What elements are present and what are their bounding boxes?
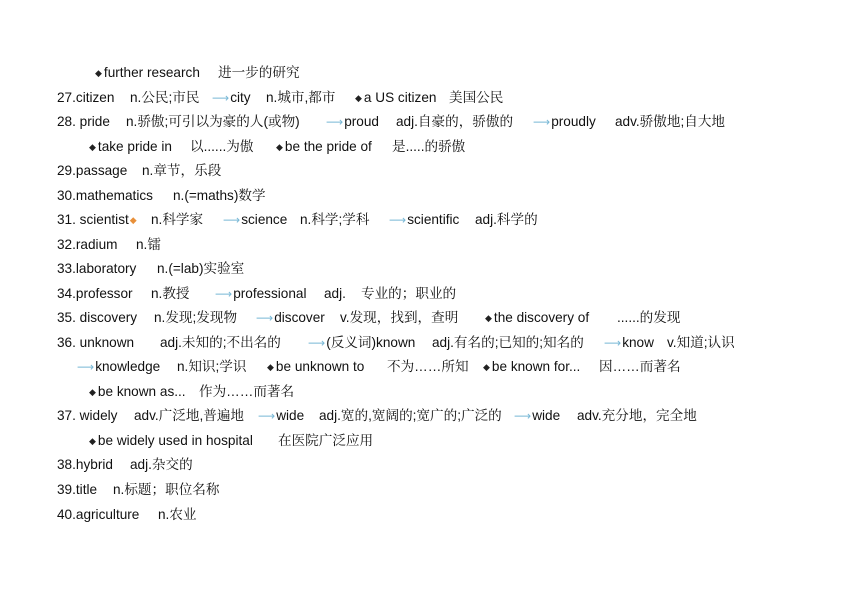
vocab-segment <box>212 89 251 107</box>
vocab-segment <box>158 506 197 524</box>
vocab-text: n.(=lab)实验室 <box>157 261 245 276</box>
vocab-segment <box>533 113 596 131</box>
vocab-segment <box>151 211 203 229</box>
arrow-icon: ⟶ <box>256 311 274 325</box>
vocab-segment <box>151 285 190 303</box>
vocab-text: 33.laboratory <box>57 261 137 276</box>
diamond-bullet-icon: ◆ <box>355 93 362 103</box>
vocab-segment <box>599 358 681 376</box>
vocab-text: n.骄傲;可引以为豪的人(或物) <box>126 114 300 129</box>
vocab-text: 31. scientist <box>57 212 129 227</box>
vocab-segment <box>361 285 456 303</box>
vocab-text: city <box>230 90 251 105</box>
vocab-segment <box>514 407 560 425</box>
vocab-segment <box>113 481 220 499</box>
vocab-text: 39.title <box>57 482 98 497</box>
vocab-segment <box>57 456 113 474</box>
vocab-text: (反义词)known <box>326 335 416 350</box>
vocab-text: adv.广泛地,普遍地 <box>134 408 245 423</box>
vocab-text: science <box>241 212 288 227</box>
vocab-segment <box>326 113 379 131</box>
vocab-segment <box>389 211 459 229</box>
vocab-text: 以......为傲 <box>190 139 254 154</box>
vocab-segment <box>324 285 346 303</box>
vocab-segment <box>392 138 465 156</box>
vocab-text: n.知识;学识 <box>177 359 247 374</box>
vocab-line <box>0 407 860 425</box>
vocab-segment <box>223 211 287 229</box>
vocab-text: the discovery of <box>493 310 590 325</box>
vocab-text: adv.骄傲地;自大地 <box>615 114 726 129</box>
vocab-segment <box>57 506 139 524</box>
vocab-segment <box>577 407 697 425</box>
vocab-segment <box>134 407 244 425</box>
vocab-text: adj.宽的,宽阔的;宽广的;广泛的 <box>319 408 502 423</box>
arrow-icon: ⟶ <box>258 409 276 423</box>
vocab-text: further research <box>103 65 200 80</box>
vocab-segment <box>57 309 137 327</box>
diamond-bullet-icon: ◆ <box>89 436 96 446</box>
vocab-segment <box>95 64 200 83</box>
vocab-segment <box>355 89 436 108</box>
arrow-icon: ⟶ <box>212 91 230 105</box>
vocab-segment <box>256 309 325 327</box>
vocab-segment <box>267 358 364 377</box>
vocab-segment <box>190 138 253 156</box>
vocab-text: n.教授 <box>151 286 190 301</box>
vocab-text: wide <box>532 408 561 423</box>
vocab-text: n.(=maths)数学 <box>173 188 266 203</box>
vocab-text: 38.hybrid <box>57 457 113 472</box>
vocab-segment <box>57 113 110 131</box>
vocab-segment <box>278 432 373 450</box>
vocab-text: n.章节，乐段 <box>142 163 222 178</box>
vocab-segment <box>157 260 244 278</box>
vocab-line <box>0 432 860 450</box>
vocab-text: adj.有名的;已知的;知名的 <box>432 335 584 350</box>
vocab-text: n.公民;市民 <box>130 90 200 105</box>
vocab-text: n.农业 <box>158 507 197 522</box>
vocab-text: know <box>622 335 654 350</box>
arrow-icon: ⟶ <box>223 213 241 227</box>
diamond-bullet-icon: ◆ <box>276 142 283 152</box>
vocab-segment <box>130 89 200 107</box>
vocab-line <box>0 64 860 82</box>
vocab-segment <box>617 309 680 327</box>
arrow-icon: ⟶ <box>604 336 622 350</box>
vocab-text: v.知道;认识 <box>667 335 735 350</box>
vocab-text: be known for... <box>491 359 581 374</box>
vocab-text: take pride in <box>97 139 172 154</box>
vocab-segment <box>396 113 513 131</box>
diamond-bullet-icon: ◆ <box>483 362 490 372</box>
vocab-segment <box>130 456 193 474</box>
vocab-segment <box>154 309 237 327</box>
vocab-text: n.镭 <box>136 237 161 252</box>
vocab-text: proud <box>344 114 379 129</box>
vocab-text: n.科学;学科 <box>300 212 370 227</box>
vocab-segment <box>300 211 370 229</box>
vocab-segment <box>604 334 654 352</box>
diamond-bullet-icon: ◆ <box>89 142 96 152</box>
vocab-segment <box>308 334 415 352</box>
vocab-line <box>0 358 860 376</box>
vocab-segment <box>615 113 725 131</box>
vocab-segment <box>89 383 186 402</box>
vocab-line <box>0 481 860 499</box>
vocab-text: 不为……所知 <box>387 359 469 374</box>
vocab-line <box>0 285 860 303</box>
vocab-segment <box>57 334 134 352</box>
vocab-line <box>0 456 860 474</box>
vocab-text: 是.....的骄傲 <box>392 139 466 154</box>
vocab-line <box>0 211 860 229</box>
vocab-text: ......的发现 <box>617 310 681 325</box>
vocab-text: be widely used in hospital <box>97 433 253 448</box>
arrow-icon: ⟶ <box>326 115 344 129</box>
vocab-segment <box>266 89 336 107</box>
vocab-text: 28. pride <box>57 114 110 129</box>
vocab-segment <box>57 407 117 425</box>
vocab-text: 进一步的研究 <box>218 65 300 80</box>
vocab-segment <box>57 187 153 205</box>
vocab-segment <box>57 285 133 303</box>
vocab-text: 29.passage <box>57 163 128 178</box>
vocab-text: wide <box>276 408 305 423</box>
vocab-line <box>0 383 860 401</box>
vocab-text: proudly <box>551 114 596 129</box>
arrow-icon: ⟶ <box>514 409 532 423</box>
vocab-text: n.城市,都市 <box>266 90 336 105</box>
vocab-text: be known as... <box>97 384 186 399</box>
diamond-bullet-icon: ◆ <box>485 313 492 323</box>
vocab-line <box>0 138 860 156</box>
vocab-segment <box>218 64 300 82</box>
vocab-text: 专业的；职业的 <box>361 286 457 301</box>
vocab-segment <box>57 260 136 278</box>
vocab-segment <box>667 334 735 352</box>
vocab-line <box>0 236 860 254</box>
vocab-text: adj.科学的 <box>475 212 538 227</box>
vocab-segment <box>173 187 266 205</box>
vocab-text: 35. discovery <box>57 310 138 325</box>
vocab-segment <box>57 236 117 254</box>
arrow-icon: ⟶ <box>308 336 326 350</box>
vocab-segment <box>89 138 172 157</box>
vocab-segment <box>215 285 307 303</box>
vocab-line <box>0 89 860 107</box>
arrow-icon: ⟶ <box>215 287 233 301</box>
vocab-segment <box>57 211 137 230</box>
vocab-segment <box>89 432 253 451</box>
vocab-text: adj. <box>324 286 346 301</box>
vocab-segment <box>126 113 300 131</box>
diamond-bullet-icon: ◆ <box>267 362 274 372</box>
vocab-text: 32.radium <box>57 237 118 252</box>
vocab-segment <box>340 309 458 327</box>
vocab-segment <box>319 407 502 425</box>
vocab-segment <box>177 358 247 376</box>
vocab-segment <box>258 407 304 425</box>
vocab-segment <box>475 211 538 229</box>
vocab-text: be the pride of <box>284 139 372 154</box>
vocab-segment <box>199 383 294 401</box>
vocab-text: n.发现;发现物 <box>154 310 238 325</box>
vocab-text: n.标题；职位名称 <box>113 482 220 497</box>
vocab-segment <box>387 358 469 376</box>
vocab-text: 37. widely <box>57 408 118 423</box>
vocab-line <box>0 260 860 278</box>
vocab-text: 30.mathematics <box>57 188 153 203</box>
vocab-line <box>0 187 860 205</box>
vocab-segment <box>160 334 281 352</box>
vocab-text: knowledge <box>95 359 161 374</box>
vocab-segment <box>449 89 503 107</box>
vocab-text: 34.professor <box>57 286 133 301</box>
diamond-accent-icon: ◆ <box>129 215 137 225</box>
vocab-text: v.发现，找到，查明 <box>340 310 459 325</box>
vocab-text: 40.agriculture <box>57 507 140 522</box>
vocab-text: a US citizen <box>363 90 437 105</box>
vocab-text: adj.未知的;不出名的 <box>160 335 281 350</box>
vocab-text: adj.自豪的，骄傲的 <box>396 114 514 129</box>
vocab-segment <box>276 138 372 157</box>
vocab-segment <box>57 481 97 499</box>
vocab-text: 在医院广泛应用 <box>278 433 374 448</box>
vocab-text: adv.充分地，完全地 <box>577 408 697 423</box>
vocab-text: n.科学家 <box>151 212 204 227</box>
vocab-segment <box>77 358 160 376</box>
vocab-text: scientific <box>407 212 460 227</box>
diamond-bullet-icon: ◆ <box>89 387 96 397</box>
arrow-icon: ⟶ <box>77 360 95 374</box>
vocab-line <box>0 162 860 180</box>
vocab-segment <box>57 162 127 180</box>
vocab-text: 27.citizen <box>57 90 115 105</box>
arrow-icon: ⟶ <box>389 213 407 227</box>
vocab-segment <box>142 162 221 180</box>
vocab-text: 因……而著名 <box>599 359 681 374</box>
vocab-line <box>0 113 860 131</box>
arrow-icon: ⟶ <box>533 115 551 129</box>
vocab-text: 作为……而著名 <box>199 384 295 399</box>
diamond-bullet-icon: ◆ <box>95 68 102 78</box>
vocab-line <box>0 309 860 327</box>
vocab-text: be unknown to <box>275 359 365 374</box>
vocab-segment <box>136 236 161 254</box>
vocab-text: professional <box>233 286 307 301</box>
vocab-line <box>0 506 860 524</box>
vocab-segment <box>432 334 584 352</box>
vocab-text: discover <box>274 310 325 325</box>
vocab-text: 美国公民 <box>449 90 504 105</box>
vocab-text: adj.杂交的 <box>130 457 193 472</box>
vocab-segment <box>485 309 589 328</box>
vocab-text: 36. unknown <box>57 335 135 350</box>
vocab-line <box>0 334 860 352</box>
vocab-segment <box>57 89 114 107</box>
vocab-segment <box>483 358 580 377</box>
